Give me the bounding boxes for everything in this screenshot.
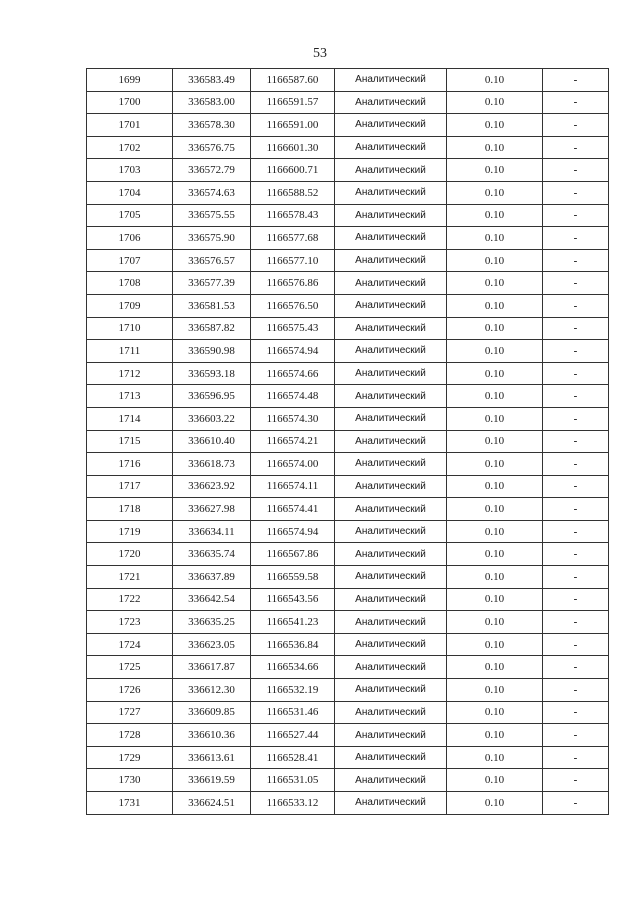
note-cell: - (543, 724, 609, 747)
note-cell: - (543, 769, 609, 792)
table-row (87, 475, 609, 498)
note-cell: - (543, 679, 609, 702)
accuracy-cell: 0.10 (447, 272, 543, 295)
x-coordinate-cell: 336619.59 (173, 769, 251, 792)
method-cell: Аналитический (335, 294, 447, 317)
point-number-cell: 1721 (87, 566, 173, 589)
note-cell: - (543, 611, 609, 634)
point-number-cell: 1700 (87, 91, 173, 114)
note-cell: - (543, 114, 609, 137)
point-number-cell: 1717 (87, 475, 173, 498)
x-coordinate-cell: 336572.79 (173, 159, 251, 182)
y-coordinate-cell: 1166574.41 (251, 498, 335, 521)
accuracy-cell: 0.10 (447, 588, 543, 611)
x-coordinate-cell: 336617.87 (173, 656, 251, 679)
method-cell: Аналитический (335, 769, 447, 792)
table-row (87, 159, 609, 182)
note-cell: - (543, 588, 609, 611)
y-coordinate-cell: 1166536.84 (251, 633, 335, 656)
note-cell: - (543, 656, 609, 679)
x-coordinate-cell: 336610.40 (173, 430, 251, 453)
point-number-cell: 1708 (87, 272, 173, 295)
note-cell: - (543, 430, 609, 453)
method-cell: Аналитический (335, 701, 447, 724)
note-cell: - (543, 317, 609, 340)
y-coordinate-cell: 1166574.30 (251, 407, 335, 430)
table-row (87, 430, 609, 453)
y-coordinate-cell: 1166574.48 (251, 385, 335, 408)
point-number-cell: 1711 (87, 340, 173, 363)
accuracy-cell: 0.10 (447, 204, 543, 227)
accuracy-cell: 0.10 (447, 566, 543, 589)
point-number-cell: 1706 (87, 227, 173, 250)
accuracy-cell: 0.10 (447, 159, 543, 182)
method-cell: Аналитический (335, 317, 447, 340)
point-number-cell: 1713 (87, 385, 173, 408)
point-number-cell: 1701 (87, 114, 173, 137)
y-coordinate-cell: 1166574.00 (251, 453, 335, 476)
x-coordinate-cell: 336575.90 (173, 227, 251, 250)
method-cell: Аналитический (335, 498, 447, 521)
method-cell: Аналитический (335, 543, 447, 566)
note-cell: - (543, 340, 609, 363)
table-row (87, 498, 609, 521)
point-number-cell: 1709 (87, 294, 173, 317)
table-row (87, 543, 609, 566)
accuracy-cell: 0.10 (447, 453, 543, 476)
y-coordinate-cell: 1166591.00 (251, 114, 335, 137)
x-coordinate-cell: 336610.36 (173, 724, 251, 747)
x-coordinate-cell: 336581.53 (173, 294, 251, 317)
x-coordinate-cell: 336576.75 (173, 136, 251, 159)
table-row (87, 792, 609, 815)
x-coordinate-cell: 336623.92 (173, 475, 251, 498)
y-coordinate-cell: 1166576.50 (251, 294, 335, 317)
accuracy-cell: 0.10 (447, 317, 543, 340)
table-row (87, 362, 609, 385)
note-cell: - (543, 272, 609, 295)
table-row (87, 407, 609, 430)
note-cell: - (543, 498, 609, 521)
table-row (87, 294, 609, 317)
point-number-cell: 1718 (87, 498, 173, 521)
note-cell: - (543, 453, 609, 476)
method-cell: Аналитический (335, 633, 447, 656)
accuracy-cell: 0.10 (447, 407, 543, 430)
method-cell: Аналитический (335, 159, 447, 182)
table-row (87, 204, 609, 227)
x-coordinate-cell: 336577.39 (173, 272, 251, 295)
coordinates-table-body (87, 69, 609, 815)
accuracy-cell: 0.10 (447, 746, 543, 769)
y-coordinate-cell: 1166534.66 (251, 656, 335, 679)
point-number-cell: 1714 (87, 407, 173, 430)
method-cell: Аналитический (335, 227, 447, 250)
point-number-cell: 1724 (87, 633, 173, 656)
method-cell: Аналитический (335, 611, 447, 634)
x-coordinate-cell: 336635.25 (173, 611, 251, 634)
x-coordinate-cell: 336587.82 (173, 317, 251, 340)
coordinates-table (86, 68, 609, 815)
accuracy-cell: 0.10 (447, 543, 543, 566)
table-row (87, 701, 609, 724)
table-row (87, 91, 609, 114)
x-coordinate-cell: 336637.89 (173, 566, 251, 589)
y-coordinate-cell: 1166574.94 (251, 520, 335, 543)
point-number-cell: 1730 (87, 769, 173, 792)
point-number-cell: 1702 (87, 136, 173, 159)
y-coordinate-cell: 1166527.44 (251, 724, 335, 747)
method-cell: Аналитический (335, 588, 447, 611)
y-coordinate-cell: 1166531.46 (251, 701, 335, 724)
note-cell: - (543, 294, 609, 317)
x-coordinate-cell: 336618.73 (173, 453, 251, 476)
accuracy-cell: 0.10 (447, 340, 543, 363)
point-number-cell: 1699 (87, 69, 173, 92)
y-coordinate-cell: 1166528.41 (251, 746, 335, 769)
method-cell: Аналитический (335, 475, 447, 498)
accuracy-cell: 0.10 (447, 679, 543, 702)
table-row (87, 633, 609, 656)
table-row (87, 453, 609, 476)
table-row (87, 69, 609, 92)
method-cell: Аналитический (335, 407, 447, 430)
table-row (87, 181, 609, 204)
x-coordinate-cell: 336642.54 (173, 588, 251, 611)
point-number-cell: 1712 (87, 362, 173, 385)
point-number-cell: 1731 (87, 792, 173, 815)
accuracy-cell: 0.10 (447, 249, 543, 272)
accuracy-cell: 0.10 (447, 611, 543, 634)
accuracy-cell: 0.10 (447, 724, 543, 747)
point-number-cell: 1722 (87, 588, 173, 611)
accuracy-cell: 0.10 (447, 385, 543, 408)
point-number-cell: 1725 (87, 656, 173, 679)
x-coordinate-cell: 336627.98 (173, 498, 251, 521)
method-cell: Аналитический (335, 181, 447, 204)
table-row (87, 272, 609, 295)
note-cell: - (543, 385, 609, 408)
x-coordinate-cell: 336590.98 (173, 340, 251, 363)
table-row (87, 679, 609, 702)
x-coordinate-cell: 336612.30 (173, 679, 251, 702)
table-row (87, 317, 609, 340)
table-row (87, 227, 609, 250)
method-cell: Аналитический (335, 656, 447, 679)
point-number-cell: 1719 (87, 520, 173, 543)
accuracy-cell: 0.10 (447, 498, 543, 521)
point-number-cell: 1723 (87, 611, 173, 634)
method-cell: Аналитический (335, 249, 447, 272)
method-cell: Аналитический (335, 69, 447, 92)
method-cell: Аналитический (335, 204, 447, 227)
table-row (87, 136, 609, 159)
table-row (87, 746, 609, 769)
point-number-cell: 1720 (87, 543, 173, 566)
table-row (87, 385, 609, 408)
accuracy-cell: 0.10 (447, 656, 543, 679)
y-coordinate-cell: 1166541.23 (251, 611, 335, 634)
y-coordinate-cell: 1166574.66 (251, 362, 335, 385)
y-coordinate-cell: 1166567.86 (251, 543, 335, 566)
note-cell: - (543, 204, 609, 227)
accuracy-cell: 0.10 (447, 430, 543, 453)
table-row (87, 340, 609, 363)
table-row (87, 249, 609, 272)
point-number-cell: 1705 (87, 204, 173, 227)
x-coordinate-cell: 336593.18 (173, 362, 251, 385)
point-number-cell: 1703 (87, 159, 173, 182)
method-cell: Аналитический (335, 91, 447, 114)
x-coordinate-cell: 336623.05 (173, 633, 251, 656)
accuracy-cell: 0.10 (447, 362, 543, 385)
x-coordinate-cell: 336613.61 (173, 746, 251, 769)
note-cell: - (543, 227, 609, 250)
point-number-cell: 1727 (87, 701, 173, 724)
x-coordinate-cell: 336624.51 (173, 792, 251, 815)
x-coordinate-cell: 336583.49 (173, 69, 251, 92)
note-cell: - (543, 792, 609, 815)
point-number-cell: 1715 (87, 430, 173, 453)
y-coordinate-cell: 1166577.10 (251, 249, 335, 272)
accuracy-cell: 0.10 (447, 294, 543, 317)
accuracy-cell: 0.10 (447, 701, 543, 724)
method-cell: Аналитический (335, 385, 447, 408)
y-coordinate-cell: 1166531.05 (251, 769, 335, 792)
accuracy-cell: 0.10 (447, 181, 543, 204)
y-coordinate-cell: 1166601.30 (251, 136, 335, 159)
method-cell: Аналитический (335, 679, 447, 702)
note-cell: - (543, 475, 609, 498)
x-coordinate-cell: 336574.63 (173, 181, 251, 204)
accuracy-cell: 0.10 (447, 91, 543, 114)
y-coordinate-cell: 1166578.43 (251, 204, 335, 227)
point-number-cell: 1716 (87, 453, 173, 476)
note-cell: - (543, 362, 609, 385)
note-cell: - (543, 136, 609, 159)
point-number-cell: 1710 (87, 317, 173, 340)
point-number-cell: 1704 (87, 181, 173, 204)
table-row (87, 114, 609, 137)
point-number-cell: 1726 (87, 679, 173, 702)
table-row (87, 588, 609, 611)
note-cell: - (543, 249, 609, 272)
note-cell: - (543, 746, 609, 769)
accuracy-cell: 0.10 (447, 475, 543, 498)
table-row (87, 769, 609, 792)
method-cell: Аналитический (335, 362, 447, 385)
method-cell: Аналитический (335, 724, 447, 747)
method-cell: Аналитический (335, 136, 447, 159)
accuracy-cell: 0.10 (447, 136, 543, 159)
x-coordinate-cell: 336603.22 (173, 407, 251, 430)
y-coordinate-cell: 1166600.71 (251, 159, 335, 182)
accuracy-cell: 0.10 (447, 520, 543, 543)
y-coordinate-cell: 1166574.94 (251, 340, 335, 363)
method-cell: Аналитический (335, 566, 447, 589)
accuracy-cell: 0.10 (447, 227, 543, 250)
method-cell: Аналитический (335, 272, 447, 295)
y-coordinate-cell: 1166588.52 (251, 181, 335, 204)
x-coordinate-cell: 336583.00 (173, 91, 251, 114)
method-cell: Аналитический (335, 520, 447, 543)
accuracy-cell: 0.10 (447, 769, 543, 792)
point-number-cell: 1728 (87, 724, 173, 747)
accuracy-cell: 0.10 (447, 792, 543, 815)
method-cell: Аналитический (335, 430, 447, 453)
note-cell: - (543, 69, 609, 92)
point-number-cell: 1707 (87, 249, 173, 272)
note-cell: - (543, 520, 609, 543)
accuracy-cell: 0.10 (447, 114, 543, 137)
note-cell: - (543, 633, 609, 656)
x-coordinate-cell: 336578.30 (173, 114, 251, 137)
y-coordinate-cell: 1166576.86 (251, 272, 335, 295)
y-coordinate-cell: 1166574.21 (251, 430, 335, 453)
method-cell: Аналитический (335, 453, 447, 476)
y-coordinate-cell: 1166543.56 (251, 588, 335, 611)
y-coordinate-cell: 1166574.11 (251, 475, 335, 498)
table-row (87, 656, 609, 679)
table-row (87, 566, 609, 589)
accuracy-cell: 0.10 (447, 69, 543, 92)
y-coordinate-cell: 1166587.60 (251, 69, 335, 92)
note-cell: - (543, 701, 609, 724)
method-cell: Аналитический (335, 792, 447, 815)
table-row (87, 611, 609, 634)
note-cell: - (543, 566, 609, 589)
y-coordinate-cell: 1166591.57 (251, 91, 335, 114)
method-cell: Аналитический (335, 340, 447, 363)
y-coordinate-cell: 1166559.58 (251, 566, 335, 589)
note-cell: - (543, 181, 609, 204)
y-coordinate-cell: 1166533.12 (251, 792, 335, 815)
note-cell: - (543, 159, 609, 182)
x-coordinate-cell: 336634.11 (173, 520, 251, 543)
x-coordinate-cell: 336576.57 (173, 249, 251, 272)
x-coordinate-cell: 336635.74 (173, 543, 251, 566)
y-coordinate-cell: 1166575.43 (251, 317, 335, 340)
note-cell: - (543, 407, 609, 430)
table-row (87, 724, 609, 747)
page-number: 53 (313, 46, 327, 61)
note-cell: - (543, 91, 609, 114)
y-coordinate-cell: 1166577.68 (251, 227, 335, 250)
y-coordinate-cell: 1166532.19 (251, 679, 335, 702)
note-cell: - (543, 543, 609, 566)
accuracy-cell: 0.10 (447, 633, 543, 656)
method-cell: Аналитический (335, 114, 447, 137)
method-cell: Аналитический (335, 746, 447, 769)
x-coordinate-cell: 336609.85 (173, 701, 251, 724)
table-row (87, 520, 609, 543)
x-coordinate-cell: 336596.95 (173, 385, 251, 408)
x-coordinate-cell: 336575.55 (173, 204, 251, 227)
point-number-cell: 1729 (87, 746, 173, 769)
